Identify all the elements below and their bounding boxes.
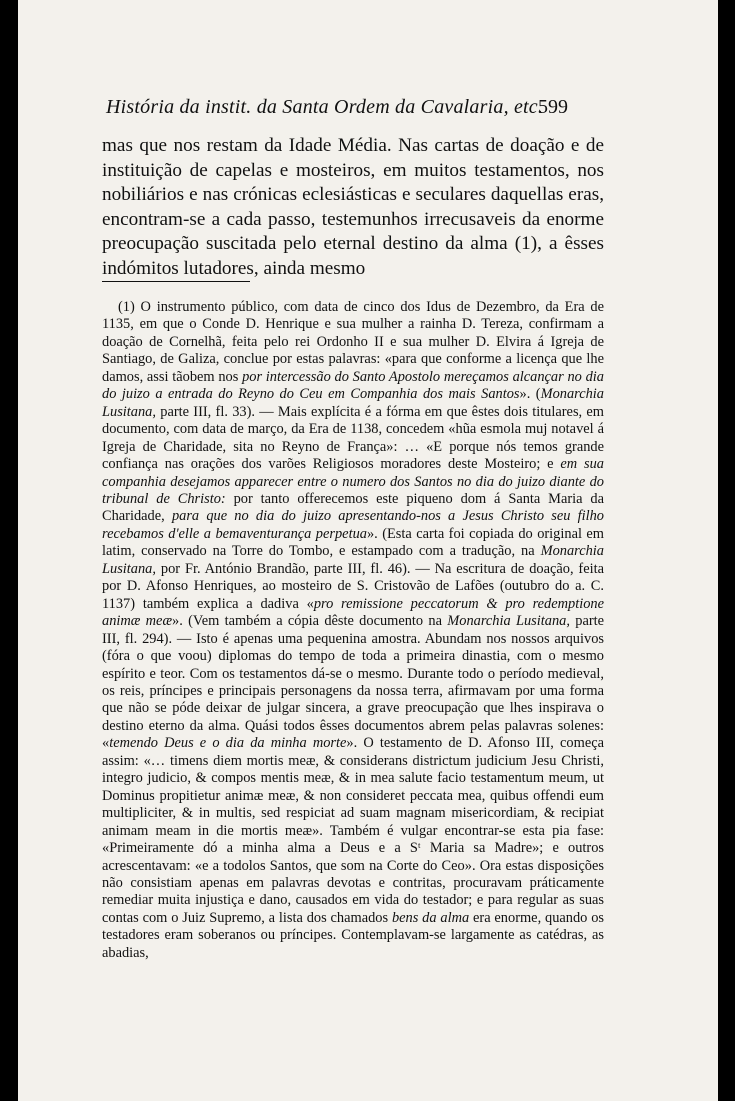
footnote-text: (1) O instrumento público, com data de cinco dos Idus de Dezembro, da Era de 1135, em que o Conde D. Henrique e sua mulher a rainha D. Tereza, confirmam a doação de Cornelhã, feita pelo rei Ordonho II e sua mulher D. Elvira á Igreja de Santiago, de Galiza, conclue por estas palavras: «para que conforme a licença que lhe damos, assi tãobem nos [102, 299, 604, 385]
footnote-text: parte III, fl. 294). — Isto é apenas uma pequenina amostra. Abundam nos nossos arquivos (fóra o que voou) diplomas do tempo de toda a primeira dinastia, com o mesmo espírito e teor. Com os testamentos dá-se o mesmo. Durante todo o período medieval, os reis, príncipes e principais personagens da nossa terra, afirmavam por uma forma que não se póde deixar de julgar sincera, a grave preocupação que lhes inspirava o destino eterno da alma. Quási todos êsses documentos abrem pelas palavras solenes: « [102, 613, 605, 752]
footnote-text: ». (Vem também a cópia dêste documento na [172, 613, 448, 630]
footnote-text: ». ( [519, 386, 541, 403]
footnote-text: parte III, fl. 33). — Mais explícita é a fórma em que êstes dois titulares, em documento, com data de março, da Era de 1138, concedem «hũa esmola muj notavel á Igreja de Charidade, sita no Reyno de França»: … «E porque nós temos grande confiança nas orações dos varões Religiosos moradores deste Mosteiro; e [102, 403, 604, 473]
footnote-text: por tanto offerecemos este piqueno dom á Santa Maria da Charidade, [102, 490, 605, 525]
footnote-italic: Monarchia Lusitana, [102, 386, 604, 420]
footnote-text: ». O testamento de D. Afonso III, começa assim: «… timens diem mortis meæ, & considerans districtum judicium Jesu Christi, integro judicio, & compos mentis meæ, & in mea salute facio testamentum meum, ut Dominus propitietur animæ meæ, & non consideret peccata mea, quibus offendi eum multipliciter, & in multis, sed respiciat ad suam magnam misericordiam, & recipiat animam meam in die mortis meæ». Também é vulgar encontrar-se esta pia fase: «Primeiramente dó a minha alma a Deus e a Sᵗ Maria sa Madre»; e outros acrescentavam: «e a todolos Santos, que som na Corte do Ceo». Ora estas disposições não consistiam apenas em palavras devotas e contritas, procuravam práticamente remediar muita injustiça e dano, causados em vida do testador; e para regular as suas contas com o Juiz Supremo, a lista dos chamados [102, 735, 604, 926]
footnote-italic: Monarchia Lusitana, [102, 543, 604, 577]
footnote-text: ». (Esta carta foi copiada do original em latim, conservado na Torre do Tombo, e estampado com a tradução, na [102, 525, 604, 560]
book-page [18, 0, 718, 1101]
footnote-italic: para que no dia do juizo apresentando-nos a Jesus Christo seu filho recebamos d'elle a bemaventurança perpetua [102, 508, 604, 542]
footnote [102, 299, 604, 962]
main-paragraph: mas que nos restam da Idade Média. Nas cartas de doação e de instituição de capelas e mosteiros, em muitos testamentos, nos nobiliários e nas crónicas eclesiásticas e seculares daquellas eras, encontram-se a cada passo, testemunhos irrecusaveis da enorme preocupação suscitada pelo eternal destino da alma (1), a êsses indómitos lutadores, ainda mesmo [102, 135, 604, 279]
footnote-italic: bens da alma [391, 909, 470, 926]
footnote-text: era enorme, quando os testadores eram soberanos ou príncipes. Contemplavam-se largamente as catédras, as abadias, [102, 909, 604, 961]
footnote-italic: temendo Deus e o dia da minha morte [109, 735, 347, 752]
footnote-paragraph [102, 299, 604, 962]
page-number: 599 [538, 96, 568, 118]
footnote-text: por Fr. António Brandão, parte III, fl. 46). — Na escritura de doação, feita por D. Afonso Henriques, ao mosteiro de S. Cristovão de Lafões (outubro do a. C. 1137) também explica a dadiva « [102, 560, 604, 612]
footnote-italic: em sua companhia desejamos apparecer entre o numero dos Santos no dia do juizo diante do tribunal de Christo: [102, 456, 604, 507]
scan-border [718, 0, 735, 1101]
footnote-italic: pro remissione peccatorum & pro redemptione animæ meæ [102, 595, 604, 630]
footnote-italic: por intercessão do Santo Apostolo mereçamos alcançar no dia do juizo a entrada do Reyno do Ceu em Companhia dos mais Santos [102, 368, 604, 403]
footnote-separator [102, 281, 250, 282]
footnote-italic: Monarchia Lusitana, [447, 613, 570, 630]
running-title: História da instit. da Santa Ordem da Cavalaria, etc. [106, 96, 544, 118]
